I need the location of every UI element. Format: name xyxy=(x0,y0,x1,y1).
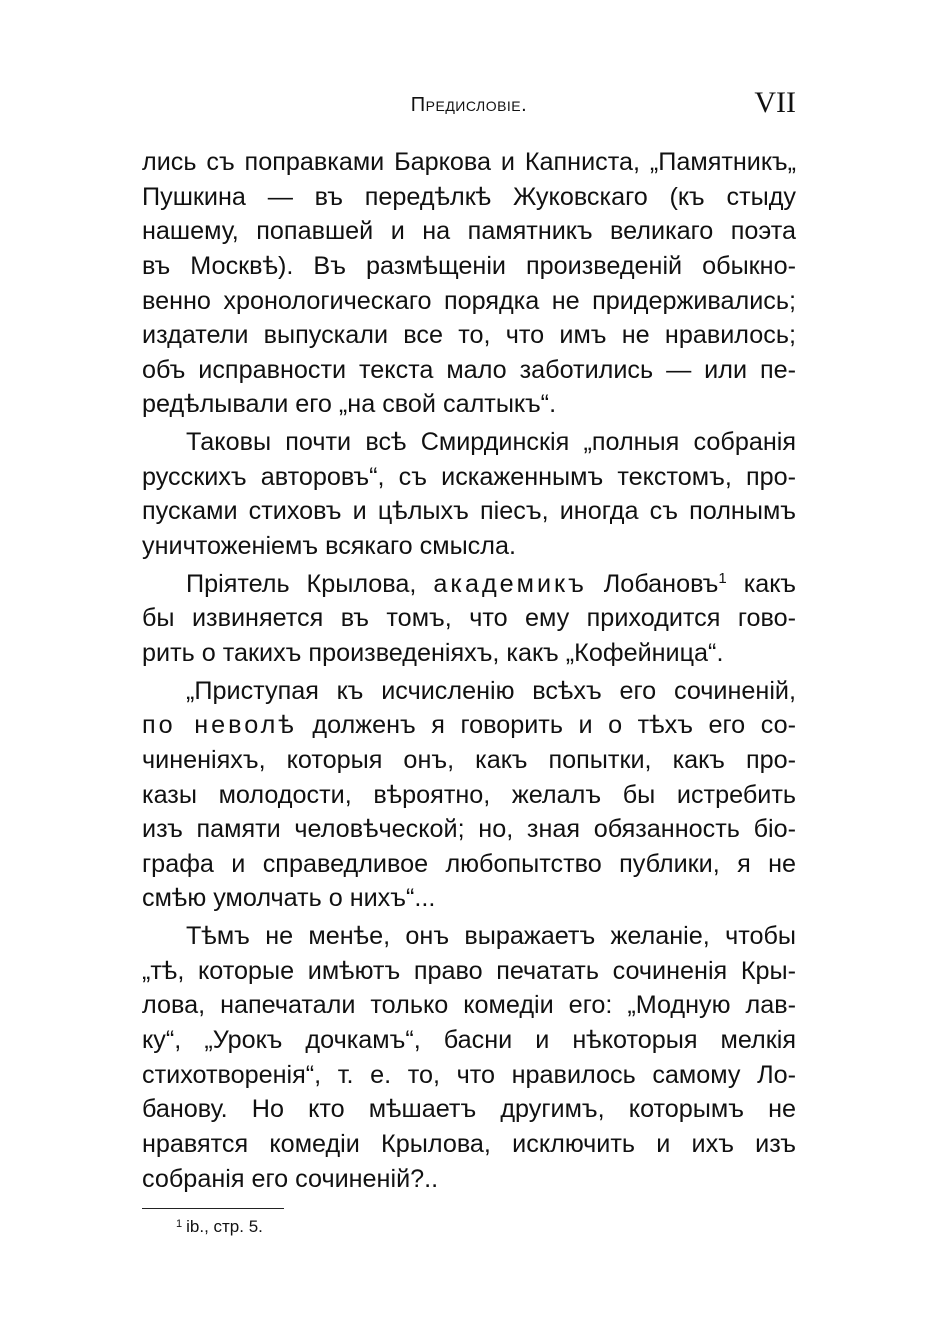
text-line: нравятся комедіи Крылова, исключить и ихъ изъ xyxy=(142,1129,796,1158)
text-line: графа и справедливое любопытство публики, я не xyxy=(142,849,796,878)
text-line: чиненіяхъ, которыя онъ, какъ попытки, какъ про- xyxy=(142,745,796,774)
footnote-text: ib., стр. 5. xyxy=(186,1217,263,1236)
paragraph-3 xyxy=(142,567,796,671)
text-line: бы извиняется въ томъ, что ему приходится гово- xyxy=(142,604,796,633)
body-text xyxy=(142,145,796,1196)
text-line: объ исправности текста мало заботились — или пе- xyxy=(142,355,796,384)
paragraph-5 xyxy=(142,919,796,1196)
text-line: редѣлывали его „на свой салтыкъ“. xyxy=(142,390,557,419)
text-line: Таковы почти всѣ Смирдинскія „полныя собранія xyxy=(186,428,796,457)
text-line: уничтоженіемъ всякаго смысла. xyxy=(142,532,516,561)
text-segment: Пріятель Крылова, xyxy=(186,569,417,598)
text-line: Тѣмъ не менѣе, онъ выражаетъ желаніе, чтобы xyxy=(186,922,796,951)
footnote xyxy=(176,1213,263,1238)
text-line: въ Москвѣ). Въ размѣщеніи произведеній обыкно- xyxy=(142,251,796,280)
spaced-word: по неволѣ xyxy=(142,711,297,740)
text-line: „Приступая къ исчисленію всѣхъ его сочиненій, xyxy=(186,676,796,705)
text-line: лись съ поправками Баркова и Капниста, „Памятникъ„ xyxy=(142,148,796,176)
text-line: пусками стиховъ и цѣлыхъ піесъ, иногда съ полнымъ xyxy=(142,497,796,526)
footnote-reference[interactable]: 1 xyxy=(718,569,727,587)
page-number: VII xyxy=(754,86,796,119)
spaced-word: академикъ xyxy=(433,569,587,598)
text-line: „тѣ, которые имѣютъ право печатать сочиненія Кры- xyxy=(142,956,796,985)
footnote-mark: 1 xyxy=(176,1218,183,1230)
text-line: Пушкина — въ передѣлкѣ Жуковскаго (къ стыду xyxy=(142,182,796,211)
paragraph-2 xyxy=(142,425,796,564)
text-line: смѣю умолчать о нихъ“... xyxy=(142,884,436,913)
text-line: ку“, „Урокъ дочкамъ“, басни и нѣкоторыя мелкія xyxy=(142,1026,796,1055)
text-line xyxy=(142,708,796,743)
text-line: венно хронологическаго порядка не придерживались; xyxy=(142,286,796,315)
text-line: издатели выпускали все то, что имъ не нравилось; xyxy=(142,321,796,350)
text-line: изъ памяти человѣческой; но, зная обязанность біо- xyxy=(142,815,796,844)
footnote-divider xyxy=(142,1208,284,1209)
text-line: банову. Но кто мѣшаетъ другимъ, которымъ не xyxy=(142,1095,796,1124)
text-line: собранія его сочиненій?.. xyxy=(142,1164,439,1193)
text-line: нашему, попавшей и на памятникъ великаго поэта xyxy=(142,217,796,246)
text-segment: Лобановъ xyxy=(603,569,719,598)
text-line xyxy=(142,567,796,602)
text-line: русскихъ авторовъ“, съ искаженнымъ текстомъ, про- xyxy=(142,462,796,491)
text-line: казы молодости, вѣроятно, желалъ бы истребить xyxy=(142,780,796,809)
text-line: стихотворенія“, т. е. то, что нравилось самому Ло- xyxy=(142,1060,796,1089)
chapter-title: Предисловіе. xyxy=(410,94,528,116)
text-segment: долженъ я говорить и о тѣхъ его со- xyxy=(312,711,797,740)
text-line: лова, напечатали только комедіи его: „Модную лав- xyxy=(142,991,796,1020)
text-segment: какъ xyxy=(743,569,797,598)
running-head xyxy=(142,86,796,126)
text-line: рить о такихъ произведеніяхъ, какъ „Кофейница“. xyxy=(142,638,724,667)
paragraph-1 xyxy=(142,145,796,422)
paragraph-4 xyxy=(142,674,796,916)
